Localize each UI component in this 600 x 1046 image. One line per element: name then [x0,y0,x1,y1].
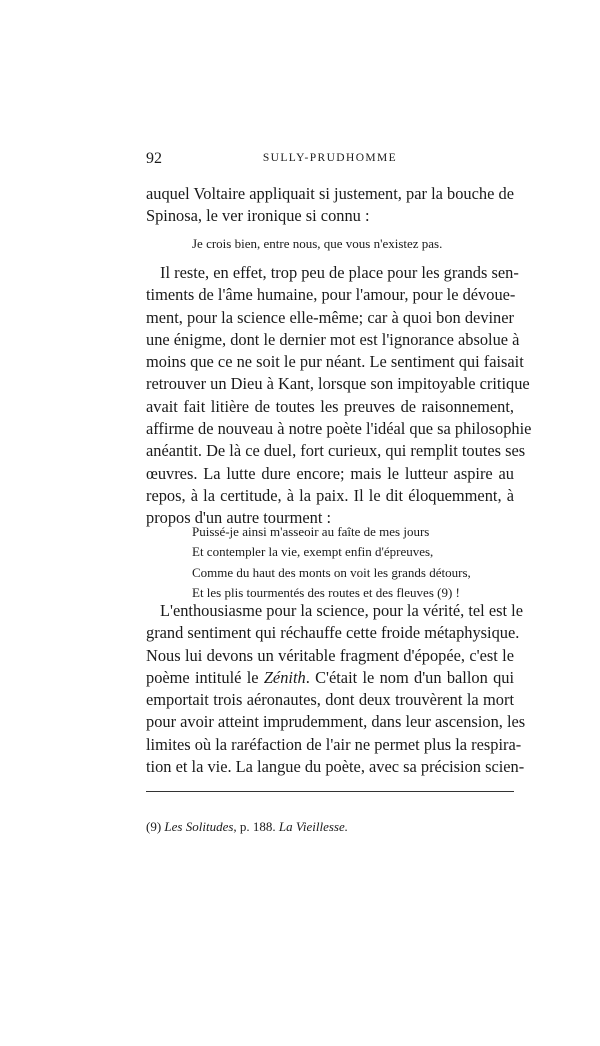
text-line: moins que ce ne soit le pur néant. Le sentiment qui faisait [146,352,524,372]
text-line: L'enthousiasme pour la science, pour la vérité, tel est le [160,601,523,620]
text-line: Il reste, en effet, trop peu de place pour les grands sen- [160,263,519,282]
verse-line: Comme du haut des monts on voit les grands détours, [192,564,471,580]
text-line: anéantit. De là ce duel, fort curieux, qui remplit toutes ses [146,441,526,461]
verse-line: Et contempler la vie, exempt enfin d'épreuves, [192,544,434,560]
paragraph-2 [146,262,532,530]
paragraph-3 [146,600,526,778]
text-line: Spinosa, le ver ironique si connu : [146,206,370,226]
footnote-marker: (9) [146,819,165,834]
footnote-rule [146,791,514,792]
paragraph-1 [146,183,514,228]
text-line: timents de l'âme humaine, pour l'amour, pour le dévoue- [146,285,516,305]
text-line: œuvres. La lutte dure encore; mais le lutteur aspire au [146,463,514,483]
text-line: propos d'un autre tourment : [146,508,332,528]
footnote-page: , p. 188. [233,819,279,834]
footnote-section: La Vieillesse. [278,819,348,834]
text-line: Nous lui devons un véritable fragment d'épopée, c'est le [146,645,514,665]
page-header [146,150,514,172]
text-line: une énigme, dont le dernier mot est l'ignorance absolue à [146,329,520,349]
text-line-with-title [146,667,514,689]
footnote-book-title: Les Solitudes [164,819,234,834]
text-line: tion et la vie. La langue du poète, avec sa précision scien- [146,757,525,777]
verse-block [192,522,471,603]
text-line: auquel Voltaire appliquait si justement, par la bouche de [146,184,514,203]
text-line: avait fait litière de toutes les preuves de raisonnement, [146,396,514,416]
running-head: SULLY-PRUDHOMME [262,152,398,164]
text-fragment: . C'était le nom d'un ballon qui [305,667,515,687]
text-line: pour avoir atteint imprudemment, dans leur ascension, les [146,712,526,732]
text-line: emportait trois aéronautes, dont deux trouvèrent la mort [146,690,514,710]
page-number: 92 [146,150,162,167]
text-line: grand sentiment qui réchauffe cette froide métaphysique. [146,623,520,643]
text-fragment: poème intitulé le [146,667,264,687]
text-line: retrouver un Dieu à Kant, lorsque son impitoyable critique [146,374,530,394]
verse-line: Puissé-je ainsi m'asseoir au faîte de mes jours [192,524,430,539]
poem-title: Zénith [263,667,306,687]
quoted-verse: Je crois bien, entre nous, que vous n'existez pas. [192,236,443,251]
text-line: ment, pour la science elle-même; car à quoi bon deviner [146,307,514,327]
text-line: repos, à la certitude, à la paix. Il le dit éloquemment, à [146,485,514,505]
footnote [146,819,348,835]
text-line: affirme de nouveau à notre poète l'idéal que sa philosophie [146,419,532,439]
verse-line: Et les plis tourmentés des routes et des fleuves (9) ! [192,584,460,600]
text-line: limites où la raréfaction de l'air ne permet plus la respira- [146,734,522,754]
